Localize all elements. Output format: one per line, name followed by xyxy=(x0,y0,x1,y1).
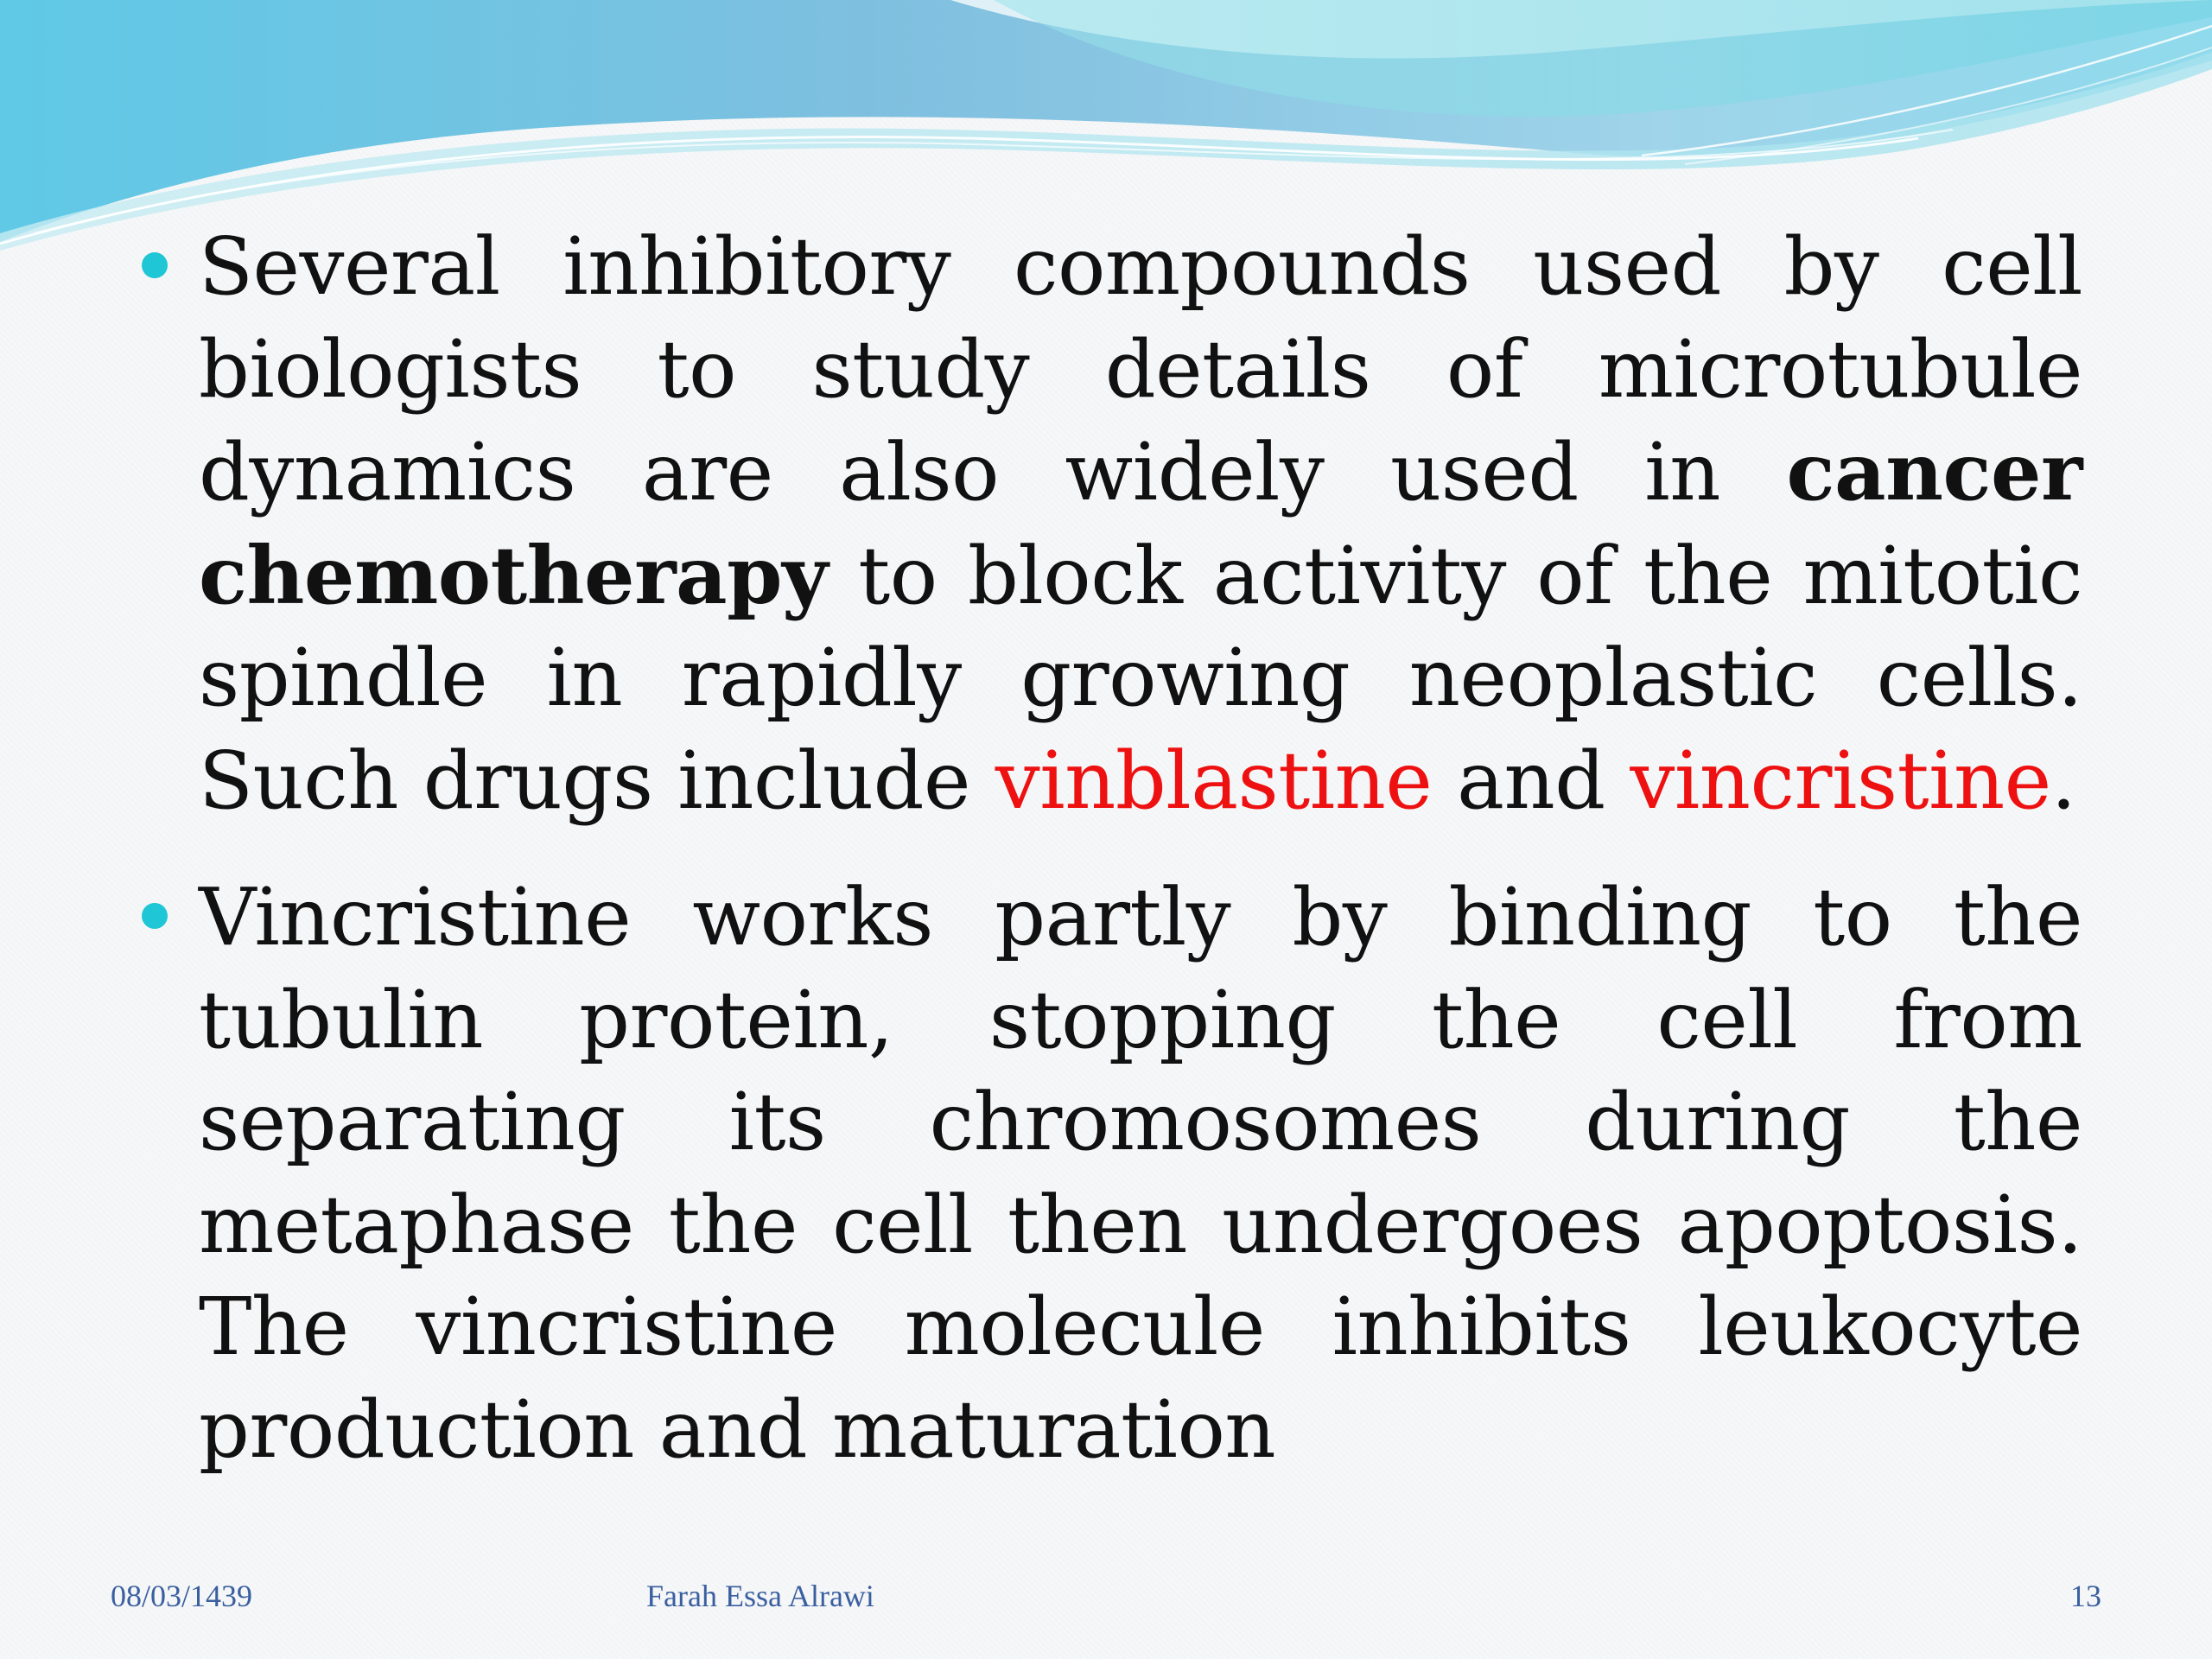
bullet-1-text-b: to block activity of the mitotic spindle in rapidly growing neoplastic cells. Such drugs include xyxy=(199,529,2082,827)
bullet-item xyxy=(138,867,2082,1481)
bullet-1-text-a: Several inhibitory compounds used by cell biologists to study details of microtubule dynamics are also widely used in xyxy=(199,220,2082,518)
bullet-dot xyxy=(142,252,168,278)
bullet-paragraph-2: Vincristine works partly by binding to the tubulin protein, stopping the cell from separating its chromosomes during the metaphase the cell then undergoes apoptosis. The vincristine molecule inhibits leukocyte production and maturation xyxy=(199,871,2082,1476)
bullet-1-bold-term: cancer chemotherapy xyxy=(199,425,2082,622)
bullet-item xyxy=(138,216,2082,832)
footer-date: 08/03/1439 xyxy=(111,1579,253,1613)
drug-name-vinblastine: vinblastine xyxy=(995,734,1433,827)
footer-page-number: 13 xyxy=(2070,1579,2101,1613)
drug-name-vincristine: vincristine xyxy=(1630,734,2051,827)
bullet-1-text-c: and xyxy=(1432,734,1630,827)
footer-author: Farah Essa Alrawi xyxy=(646,1579,874,1613)
bullet-1-text-d: . xyxy=(2050,734,2076,827)
bullet-paragraph-1 xyxy=(199,216,2082,832)
slide-content xyxy=(138,216,2082,1516)
bullet-dot xyxy=(142,903,168,929)
